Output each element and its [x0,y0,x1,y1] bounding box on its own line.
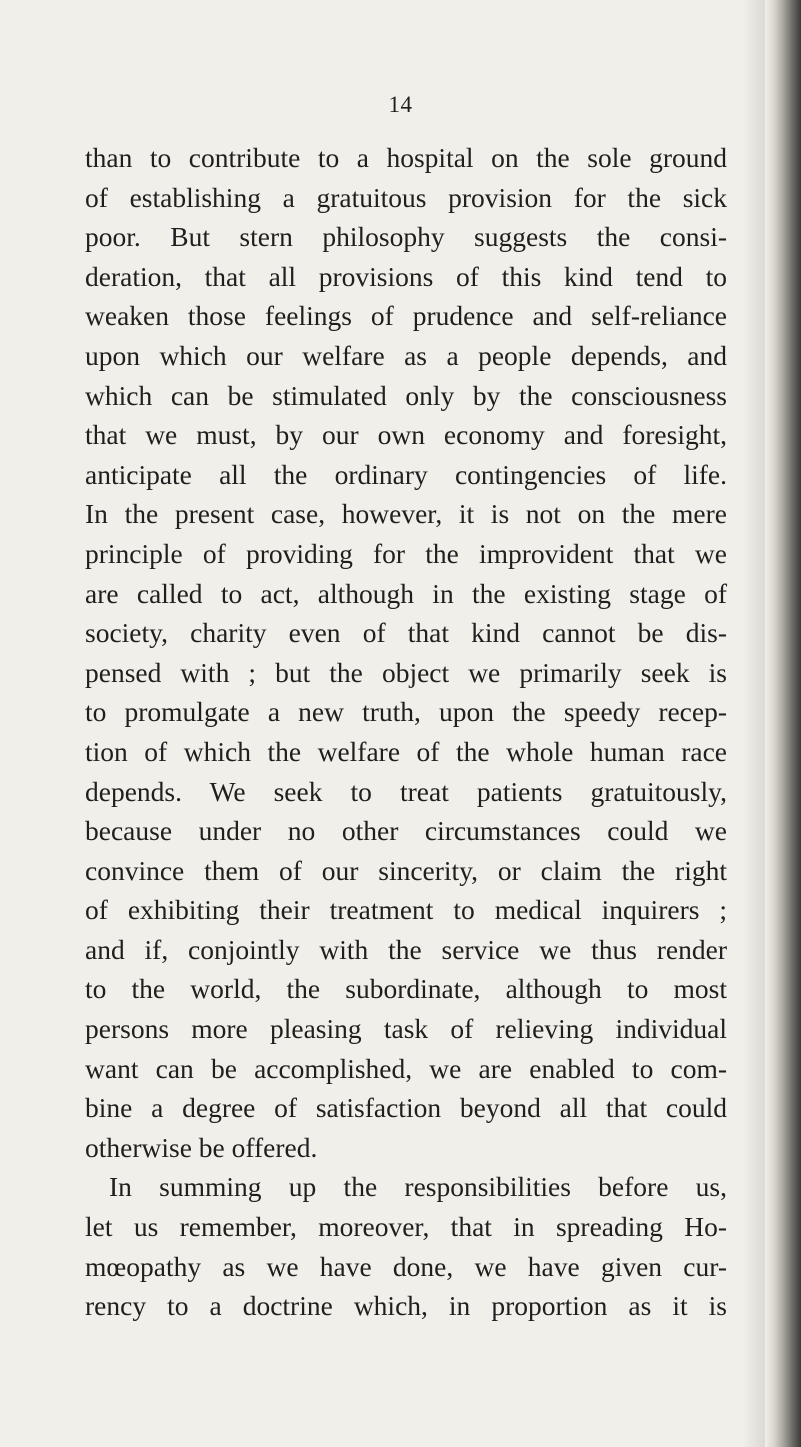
text-line: anticipate all the ordinary contingencies of life. [85,458,727,490]
text-line: pensed with ; but the object we primarily seek is [85,656,727,688]
text-line: to the world, the subordinate, although to most [85,973,727,1005]
text-line: society, charity even of that kind cannot be dis- [85,617,727,649]
text-line: upon which our welfare as a people depends, and [85,339,727,371]
text-line: bine a degree of satisfaction beyond all that could [85,1092,727,1124]
text-line: let us remember, moreover, that in spreading Ho- [85,1211,727,1243]
text-line: convince them of our sincerity, or claim the right [85,854,727,886]
text-line: of establishing a gratuitous provision for the sick [85,181,727,213]
text-line: that we must, by our own economy and foresight, [85,419,727,451]
text-line: depends. We seek to treat patients gratuitously, [85,775,727,807]
text-line: poor. But stern philosophy suggests the consi- [85,221,727,253]
text-line: mœopathy as we have done, we have given cur- [85,1250,727,1282]
text-line: to promulgate a new truth, upon the speedy recep- [85,696,727,728]
page-number: 14 [388,92,413,117]
text-line: principle of providing for the improvident that we [85,537,727,569]
text-line: want can be accomplished, we are enabled to com- [85,1052,727,1084]
body-text [85,138,727,1326]
page-gutter-shadow [743,0,765,1447]
text-line: of exhibiting their treatment to medical inquirers ; [85,894,727,926]
text-line: are called to act, although in the existing stage of [85,577,727,609]
text-line: than to contribute to a hospital on the sole ground [85,142,727,173]
text-line: rency to a doctrine which, in proportion as it is [85,1290,727,1322]
text-line: because under no other circumstances could we [85,815,727,847]
text-line: In the present case, however, it is not on the mere [85,498,727,530]
text-line: tion of which the welfare of the whole human race [85,735,727,767]
text-line: otherwise be offered. [85,1131,318,1163]
book-binding-edge [765,0,801,1447]
text-line: deration, that all provisions of this kind tend to [85,260,727,292]
text-line: persons more pleasing task of relieving individual [85,1013,727,1045]
text-line: weaken those feelings of prudence and self-reliance [85,300,727,332]
text-line: which can be stimulated only by the consciousness [85,379,727,411]
text-line: In summing up the responsibilities before us, [109,1171,727,1203]
text-line: and if, conjointly with the service we thus render [85,933,727,965]
